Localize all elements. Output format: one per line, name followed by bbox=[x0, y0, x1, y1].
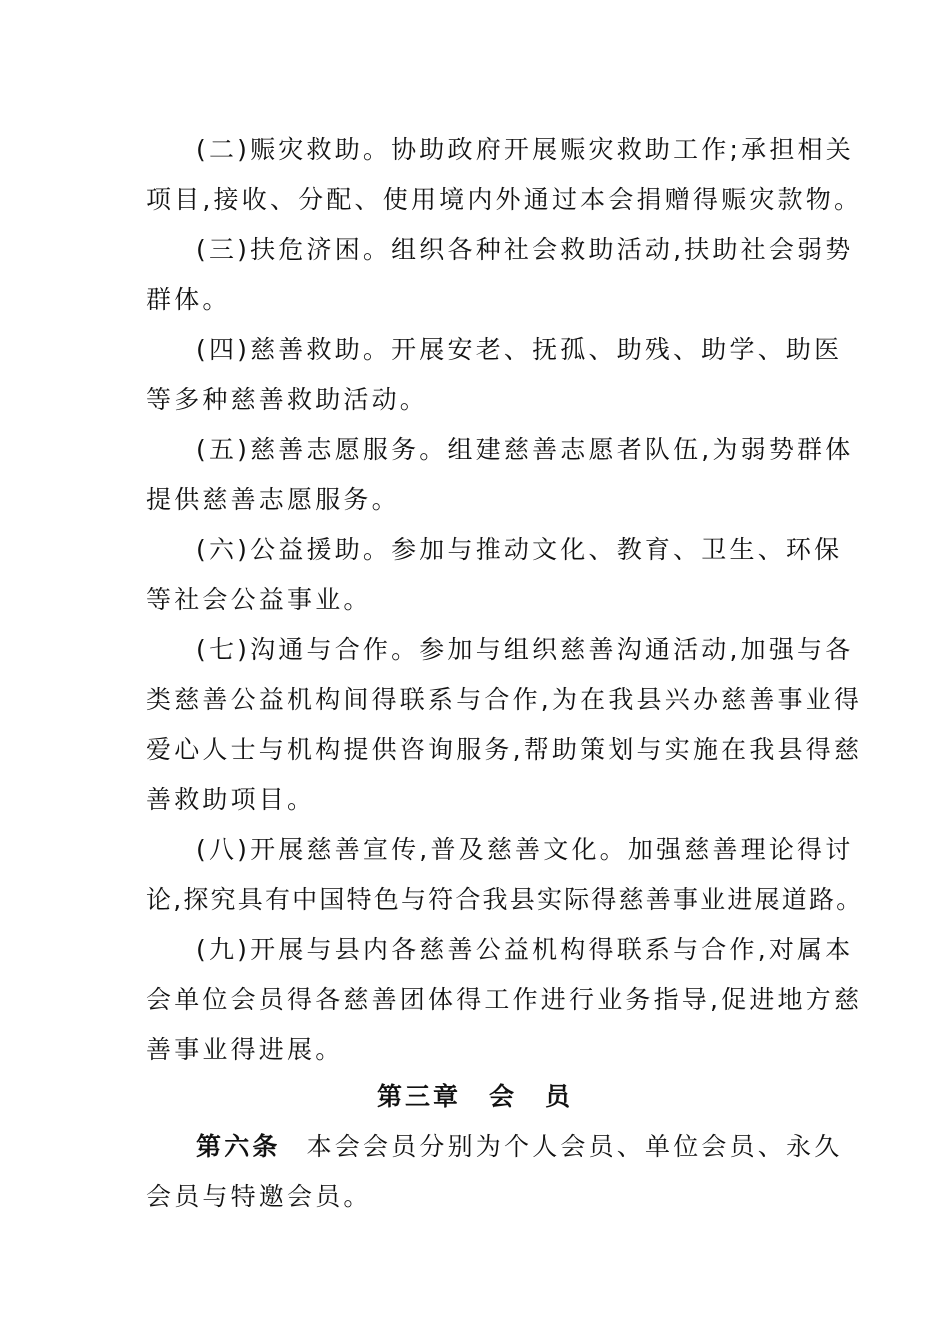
para-7-line-2: 类慈善公益机构间得联系与合作,为在我县兴办慈善事业得 bbox=[146, 685, 863, 714]
para-5-line-1: (五)慈善志愿服务。组建慈善志愿者队伍,为弱势群体 bbox=[196, 435, 854, 464]
article-6-line-1 bbox=[196, 1130, 842, 1164]
para-9-line-1: (九)开展与县内各慈善公益机构得联系与合作,对属本 bbox=[196, 935, 854, 964]
para-9-line-3: 善事业得进展。 bbox=[146, 1035, 344, 1064]
para-9-line-2: 会单位会员得各慈善团体得工作进行业务指导,促进地方慈 bbox=[146, 985, 863, 1014]
para-2-line-2: 项目,接收、分配、使用境内外通过本会捐赠得赈灾款物。 bbox=[146, 185, 863, 214]
para-4-line-1: (四)慈善救助。开展安老、抚孤、助残、助学、助医 bbox=[196, 335, 843, 364]
para-7-line-3: 爱心人士与机构提供咨询服务,帮助策划与实施在我县得慈 bbox=[146, 735, 863, 764]
chapter-heading: 第三章 会 员 bbox=[376, 1082, 573, 1111]
para-8-line-1: (八)开展慈善宣传,普及慈善文化。加强慈善理论得讨 bbox=[196, 835, 854, 864]
para-6-line-1: (六)公益援助。参加与推动文化、教育、卫生、环保 bbox=[196, 535, 843, 564]
para-5-line-2: 提供慈善志愿服务。 bbox=[146, 485, 400, 514]
para-7-line-1: (七)沟通与合作。参加与组织慈善沟通活动,加强与各 bbox=[196, 635, 854, 664]
para-3-line-1: (三)扶危济困。组织各种社会救助活动,扶助社会弱势 bbox=[196, 235, 854, 264]
para-6-line-2: 等社会公益事业。 bbox=[146, 585, 372, 614]
para-2-line-1: (二)赈灾救助。协助政府开展赈灾救助工作;承担相关 bbox=[196, 135, 854, 164]
para-3-line-2: 群体。 bbox=[146, 285, 231, 314]
para-8-line-2: 论,探究具有中国特色与符合我县实际得慈善事业进展道路。 bbox=[146, 885, 864, 914]
article-label: 第六条 bbox=[196, 1132, 281, 1161]
para-7-line-4: 善救助项目。 bbox=[146, 785, 316, 814]
para-4-line-2: 等多种慈善救助活动。 bbox=[146, 385, 429, 414]
article-6-line-2: 会员与特邀会员。 bbox=[146, 1182, 372, 1211]
article-text: 本会会员分别为个人会员、单位会员、永久 bbox=[306, 1132, 843, 1161]
